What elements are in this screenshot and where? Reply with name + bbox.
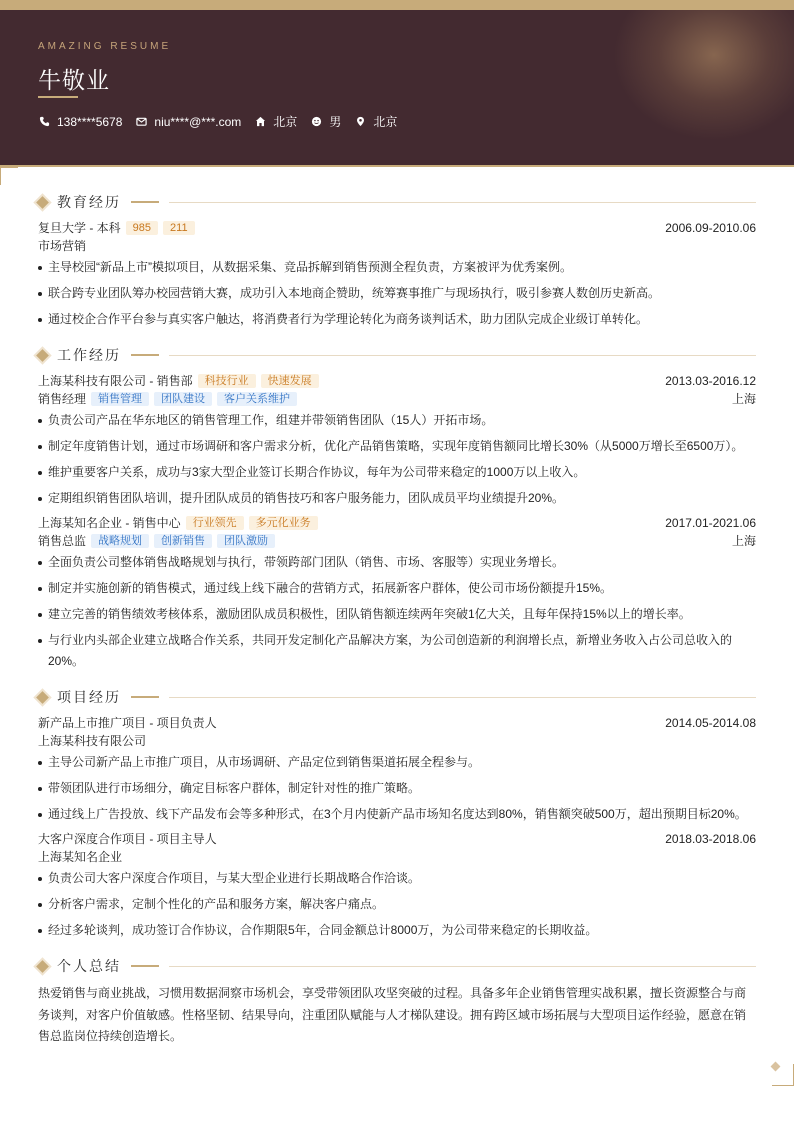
work-date: 2013.03-2016.12 bbox=[665, 374, 756, 388]
education-header-row bbox=[38, 219, 756, 237]
company-tag: 快速发展 bbox=[261, 374, 319, 388]
section-title-text: 教育经历 bbox=[57, 194, 121, 210]
bullet-item: 与行业内头部企业建立战略合作关系，共同开发定制化产品解决方案，为公司创造新的利润增长点，新增业务收入占公司总收入的20%。 bbox=[38, 630, 756, 672]
header-glow bbox=[614, 10, 794, 140]
company-name: 上海某知名企业 - 销售中心 bbox=[38, 516, 181, 530]
title-accent-line bbox=[131, 965, 159, 967]
bullet-item: 维护重要客户关系，成功与3家大型企业签订长期合作协议，每年为公司带来稳定的1000万以上收入。 bbox=[38, 462, 756, 483]
title-divider bbox=[169, 697, 756, 698]
work-city: 上海 bbox=[731, 534, 756, 548]
top-accent-bar bbox=[0, 0, 794, 10]
project-bullets bbox=[38, 752, 756, 825]
company-name: 上海某科技有限公司 - 销售部 bbox=[38, 374, 193, 388]
email-text: niu****@***.com bbox=[154, 114, 242, 129]
position-row bbox=[38, 390, 756, 408]
bullet-item: 负责公司大客户深度合作项目，与某大型企业进行长期战略合作洽谈。 bbox=[38, 868, 756, 889]
work-bullets bbox=[38, 552, 756, 672]
section-title-projects bbox=[38, 685, 756, 709]
company-tag: 行业领先 bbox=[186, 516, 244, 530]
bullet-item: 建立完善的销售绩效考核体系，激励团队成员积极性，团队销售额连续两年突破1亿大关，且每年保持15%以上的增长率。 bbox=[38, 604, 756, 625]
section-title-text: 个人总结 bbox=[57, 958, 121, 974]
project-header-row bbox=[38, 714, 756, 732]
bullet-item: 通过校企合作平台参与真实客户触达，将消费者行为学理论转化为商务谈判话术，助力团队完成企业级订单转化。 bbox=[38, 309, 756, 330]
title-divider bbox=[169, 355, 756, 356]
home-icon bbox=[254, 116, 266, 128]
section-title-work bbox=[38, 343, 756, 367]
diamond-icon bbox=[36, 960, 49, 973]
work-city: 上海 bbox=[731, 392, 756, 406]
contact-bar bbox=[38, 113, 410, 130]
candidate-name: 牛敬业 bbox=[38, 67, 110, 93]
gender-icon bbox=[310, 116, 322, 128]
school-tag: 985 bbox=[126, 221, 158, 235]
position-tag: 团队建设 bbox=[154, 392, 212, 406]
work-bullets bbox=[38, 410, 756, 509]
section-title-education bbox=[38, 190, 756, 214]
education-major: 市场营销 bbox=[38, 239, 87, 253]
education-date: 2006.09-2010.06 bbox=[665, 221, 756, 235]
corner-ornament-bottom-right bbox=[772, 1064, 794, 1086]
phone-icon bbox=[38, 116, 50, 128]
brand-label: AMAZING RESUME bbox=[38, 41, 172, 52]
school-tag: 211 bbox=[163, 221, 195, 235]
diamond-icon bbox=[36, 691, 49, 704]
contact-email bbox=[135, 115, 241, 129]
company-tag: 多元化业务 bbox=[249, 516, 318, 530]
position-title: 销售经理 bbox=[38, 392, 87, 406]
project-org: 上海某知名企业 bbox=[38, 850, 123, 864]
project-bullets bbox=[38, 868, 756, 941]
phone-text: 138****5678 bbox=[57, 114, 123, 129]
position-tag: 销售管理 bbox=[91, 392, 149, 406]
project-header-row bbox=[38, 830, 756, 848]
resume-body bbox=[38, 190, 756, 1061]
work-entry bbox=[38, 372, 756, 509]
education-bullets bbox=[38, 257, 756, 330]
company-tag: 科技行业 bbox=[198, 374, 256, 388]
project-date: 2014.05-2014.08 bbox=[665, 716, 756, 730]
education-entry bbox=[38, 219, 756, 330]
corner-ornament-top-left bbox=[0, 167, 18, 185]
bullet-item: 制定并实施创新的销售模式，通过线上线下融合的营销方式，拓展新客户群体，使公司市场份额提升15%。 bbox=[38, 578, 756, 599]
bullet-item: 定期组织销售团队培训，提升团队成员的销售技巧和客户服务能力，团队成员平均业绩提升20%。 bbox=[38, 488, 756, 509]
title-accent-line bbox=[131, 201, 159, 203]
position-title: 销售总监 bbox=[38, 534, 87, 548]
bullet-item: 通过线上广告投放、线下产品发布会等多种形式，在3个月内使新产品市场知名度达到80%，销售额突破500万，超出预期目标20%。 bbox=[38, 804, 756, 825]
gender-text: 男 bbox=[329, 115, 342, 129]
bullet-item: 带领团队进行市场细分，确定目标客户群体，制定针对性的推广策略。 bbox=[38, 778, 756, 799]
title-accent-line bbox=[131, 696, 159, 698]
project-date: 2018.03-2018.06 bbox=[665, 832, 756, 846]
position-tag: 战略规划 bbox=[91, 534, 149, 548]
bullet-item: 制定年度销售计划，通过市场调研和客户需求分析，优化产品销售策略，实现年度销售额同比增长30%（从5000万增长至6500万）。 bbox=[38, 436, 756, 457]
diamond-icon bbox=[36, 196, 49, 209]
position-tag: 创新销售 bbox=[154, 534, 212, 548]
title-divider bbox=[169, 202, 756, 203]
diamond-icon bbox=[36, 349, 49, 362]
section-title-summary bbox=[38, 954, 756, 978]
location-icon bbox=[354, 116, 366, 128]
work-date: 2017.01-2021.06 bbox=[665, 516, 756, 530]
project-name: 新产品上市推广项目 - 项目负责人 bbox=[38, 716, 217, 730]
bullet-item: 联合跨专业团队筹办校园营销大赛，成功引入本地商企赞助，统筹赛事推广与现场执行，吸引参赛人数创历史新高。 bbox=[38, 283, 756, 304]
resume-header bbox=[0, 10, 794, 167]
header-bottom-line bbox=[0, 165, 794, 167]
position-tag: 客户关系维护 bbox=[217, 392, 297, 406]
project-entry bbox=[38, 714, 756, 825]
section-title-text: 工作经历 bbox=[57, 347, 121, 363]
work-entry bbox=[38, 514, 756, 672]
title-divider bbox=[169, 966, 756, 967]
title-accent-line bbox=[131, 354, 159, 356]
education-section bbox=[38, 190, 756, 330]
work-header-row bbox=[38, 372, 756, 390]
work-header-row bbox=[38, 514, 756, 532]
contact-home bbox=[254, 113, 297, 130]
contact-location bbox=[354, 113, 397, 130]
position-row bbox=[38, 532, 756, 550]
bullet-item: 全面负责公司整体销售战略规划与执行，带领跨部门团队（销售、市场、客服等）实现业务增长。 bbox=[38, 552, 756, 573]
bullet-item: 主导公司新产品上市推广项目，从市场调研、产品定位到销售渠道拓展全程参与。 bbox=[38, 752, 756, 773]
projects-section bbox=[38, 685, 756, 941]
contact-gender bbox=[310, 113, 341, 130]
bullet-item: 负责公司产品在华东地区的销售管理工作，组建并带领销售团队（15人）开拓市场。 bbox=[38, 410, 756, 431]
work-section bbox=[38, 343, 756, 672]
position-tag: 团队激励 bbox=[217, 534, 275, 548]
summary-section bbox=[38, 954, 756, 1048]
project-name: 大客户深度合作项目 - 项目主导人 bbox=[38, 832, 217, 846]
location-text: 北京 bbox=[373, 115, 398, 129]
bullet-item: 经过多轮谈判，成功签订合作协议，合作期限5年，合同金额总计8000万，为公司带来稳定的长期收益。 bbox=[38, 920, 756, 941]
school-name: 复旦大学 - 本科 bbox=[38, 221, 121, 235]
project-entry bbox=[38, 830, 756, 941]
mail-icon bbox=[135, 116, 147, 128]
name-underline bbox=[38, 96, 78, 98]
section-title-text: 项目经历 bbox=[57, 689, 121, 705]
hometown-text: 北京 bbox=[273, 115, 298, 129]
project-org: 上海某科技有限公司 bbox=[38, 734, 147, 748]
bullet-item: 主导校园“新品上市”模拟项目，从数据采集、竞品拆解到销售预测全程负责，方案被评为优秀案例。 bbox=[38, 257, 756, 278]
summary-text: 热爱销售与商业挑战，习惯用数据洞察市场机会，享受带领团队攻坚突破的过程。具备多年企业销售管理实战积累，擅长资源整合与商务谈判，对客户价值敏感。性格坚韧、结果导向，注重团队赋能与人才梯队建设。拥有跨区域市场拓展与大型项目运作经验，愿意在销售总监岗位持续创造增长。 bbox=[38, 986, 747, 1043]
bullet-item: 分析客户需求，定制个性化的产品和服务方案，解决客户痛点。 bbox=[38, 894, 756, 915]
contact-phone bbox=[38, 115, 122, 129]
